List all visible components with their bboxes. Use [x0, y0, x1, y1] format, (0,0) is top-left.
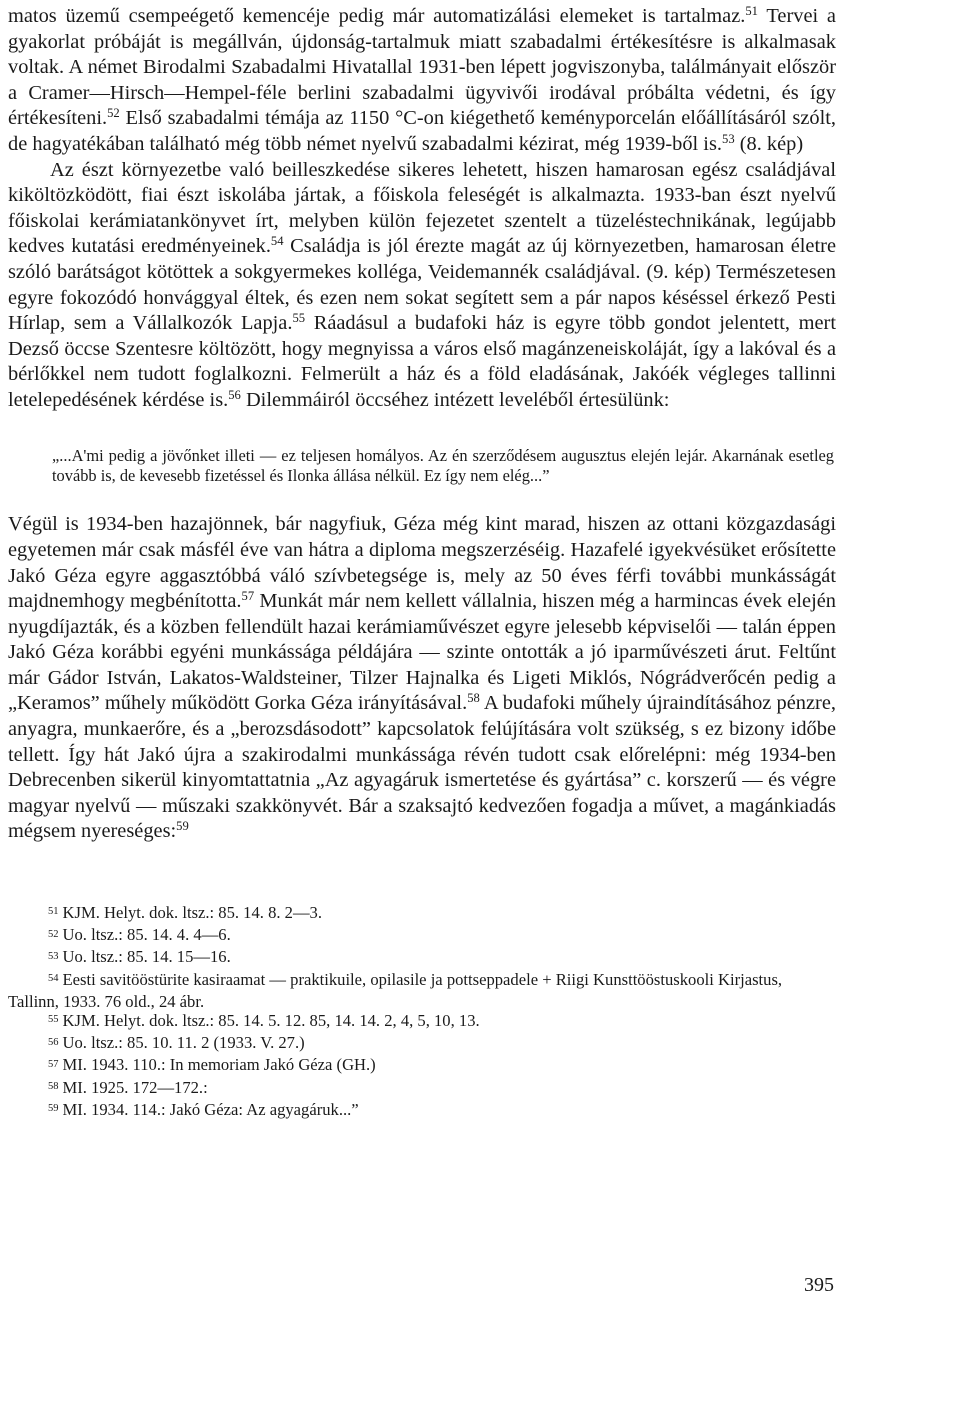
page-number: 395 [804, 1274, 834, 1296]
footnote-text: Uo. ltsz.: 85. 14. 4. 4—6. [62, 925, 231, 945]
footnote-text: Uo. ltsz.: 85. 14. 15—16. [62, 947, 231, 967]
body-text-before-quote [8, 4, 836, 414]
footnote-number: 58 [48, 1080, 59, 1092]
footnote-reference[interactable]: 51 [745, 4, 758, 19]
footnote-58 [8, 1078, 836, 1100]
footnote-text: KJM. Helyt. dok. ltsz.: 85. 14. 5. 12. 85, 14. 14. 2, 4, 5, 10, 13. [62, 1011, 480, 1031]
footnote-56 [8, 1033, 836, 1055]
footnote-reference[interactable]: 58 [467, 691, 480, 706]
footnote-number: 53 [48, 950, 59, 962]
footnote-number: 56 [48, 1036, 59, 1048]
footnote-53 [8, 947, 836, 969]
letter-quotation [52, 446, 834, 487]
body-paragraph [8, 158, 836, 414]
footnote-number: 52 [48, 928, 59, 940]
footnote-reference[interactable]: 52 [107, 106, 120, 121]
footnote-59 [8, 1100, 836, 1122]
footnote-reference[interactable]: 53 [722, 132, 735, 147]
footnote-text: MI. 1925. 172—172.: [62, 1077, 208, 1097]
footnote-54 [8, 970, 836, 1011]
footnote-text: MI. 1943. 110.: In memoriam Jakó Géza (GH.) [62, 1055, 376, 1075]
body-paragraph [8, 4, 836, 158]
text-run: Az észt környezetbe való beilleszkedése sikeres lehetett, hiszen hamarosan egész családjával kiköltözködött, fiai észt iskolába jártak, a főiskola feleségét is alkalmazta. 1933-ban észt nyelvű főiskolai kerámiatankönyvet írt, melyben külön fejezetet szentelt a tüzeléstechnikának, legújabb kedves kutatási eredményeinek. [8, 158, 836, 258]
text-run: Dilemmáiról öccséhez intézett leveléből értesülünk: [240, 388, 670, 411]
footnote-57 [8, 1055, 836, 1077]
text-run: Ráadásul a budafoki ház is egyre több gondot jelentett, mert Dezső öccse Szentesre költözött, hogy megnyissa a város első magánzeneiskoláját, így a lakóval és a bérlőkkel nem tudott foglalkozni. Felmerült a ház és a föld eladásának, Jakóék végleges tallinni letelepedésének kérdése is. [8, 312, 836, 411]
text-run: Munkát már nem kellett vállalnia, hiszen még a harmincas évek elején nyugdíjazták, és a közben fellendült hazai kerámiaművészet egyre jelesebb képviselői — talán éppen Jakó Géza korábbi egyéni munkássága példájára — szinte ontották a jó iparművészeti árut. Feltűnt már Gádor István, Lakatos-Waldsteiner, Tilzer Hajnalka és Ligeti Miklós, Nógrádverőcén pedig a „Keramos” műhely működött Gorka Géza irányításával. [8, 590, 836, 715]
footnote-text: KJM. Helyt. dok. ltsz.: 85. 14. 8. 2—3. [62, 903, 323, 923]
text-run: A budafoki műhely újraindításához pénzre, anyagra, munkaerőre, és a „berozsdásodott” kapcsolatok felújítására volt szükség, s ez bizony időbe tellett. Így hát Jakó újra a szakirodalmi munkássága révén tudott csak előrelépni: még 1934-ben Debrecenben sikerül kinyomtattatnia „Az agyagáruk ismertetése és gyártása” c. korszerű — és végre magyar nyelvű — műszaki szakkönyvét. Bár a szaksajtó kedvezően fogadja a művet, a magánkiadás mégsem nyereséges: [8, 692, 836, 843]
footnote-text: Uo. ltsz.: 85. 10. 11. 2 (1933. V. 27.) [62, 1033, 305, 1053]
text-run: (8. kép) [734, 132, 804, 155]
footnote-number: 57 [48, 1058, 59, 1070]
footnote-text: Eesti savitööstürite kasiraamat — praktikuile, opilasile ja pottseppadele + Riigi Kunsttööstuskooli Kirjastus, Tallinn, 1933. 76 old., 24 ábr. [8, 969, 783, 1011]
footnote-55 [8, 1011, 836, 1033]
footnote-number: 55 [48, 1014, 59, 1026]
footnote-reference[interactable]: 54 [270, 234, 284, 249]
quote-text: „...A'mi pedig a jövőnket illeti — ez teljesen homályos. Az én szerződésem augusztus elején lejár. Akarnának esetleg tovább is, de kevesebb fizetéssel és Ilonka állása nélkül. Ez így nem elég...” [52, 445, 834, 485]
text-run: matos üzemű csempeégető kemencéje pedig már automatizálási elemeket is tartalmaz. [8, 5, 746, 27]
footnote-reference[interactable]: 57 [241, 589, 255, 604]
footnote-reference[interactable]: 56 [228, 387, 241, 402]
footnote-number: 59 [48, 1103, 59, 1115]
footnote-52 [8, 925, 836, 947]
footnote-number: 51 [48, 906, 59, 918]
text-run: Első szabadalmi témája az 1150 °C-on kiégethető keményporcelán előállításáról szólt, de hagyatékában található még több német nyelvű szabadalmi kézirat, még 1939-ből is. [8, 107, 836, 155]
text-run: Végül is 1934-ben hazajönnek, bár nagyfiuk, Géza még kint marad, hiszen az ottani közgazdasági egyetemen már csak másfél éve van hátra a diploma megszerzéséig. Hazafelé igyekvésüket erősítette Jakó Géza egyre aggasztóbbá váló szívbetegsége is, mely az 50 éves férfi további munkásságát majdnemhogy megbénította. [8, 513, 836, 613]
text-run: Tervei a gyakorlat próbáját is megállván, újdonság-tartalmuk miatt szabadalmi értékesítésre is alkalmasak voltak. A német Birodalmi Szabadalmi Hivatallal 1931-ben lépett jogviszonyba, találmányait először a Cramer—Hirsch—Hempel-féle berlini szabadalmi ügyvivői irodával próbálta védetni, és így értékesíteni. [8, 5, 836, 130]
body-paragraph [8, 512, 836, 845]
footnote-reference[interactable]: 55 [292, 311, 306, 326]
footnote-number: 54 [48, 972, 59, 984]
body-text-after-quote [8, 512, 836, 845]
footnotes [8, 903, 836, 1122]
footnote-reference[interactable]: 59 [176, 819, 189, 834]
text-run: Családja is jól érezte magát az új környezetben, hamarosan életre szóló barátságot kötöttek a sokgyermekes kolléga, Veidemannék családjával. (9. kép) Természetesen egyre fokozódó honvággyal éltek, és ezen nem sokat segített sem a pár napos késéssel érkező Pesti Hírlap, sem a Vállalkozók Lapja. [8, 235, 836, 335]
footnote-51 [8, 903, 836, 925]
footnote-text: MI. 1934. 114.: Jakó Géza: Az agyagáruk...” [62, 1099, 359, 1119]
